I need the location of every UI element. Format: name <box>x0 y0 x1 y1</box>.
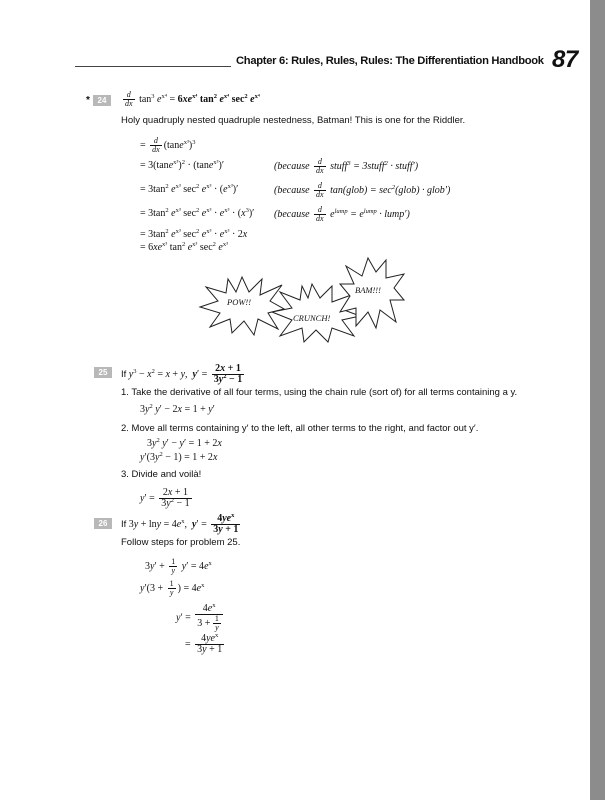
problem-25-step-3: 3. Divide and voilà! <box>121 469 202 480</box>
step-24-1: = $\frac{d}{dx}$ $(\tan e^{x^3})^3$ <box>140 136 196 154</box>
crunch-label: CRUNCH! <box>293 313 331 323</box>
problem-25-math-2a: $3y^2$ y′ − y′ = 1 + 2x <box>147 437 222 449</box>
step-24-2: = $3(\tan e^{x^3})^2 \cdot (\tan e^{x^3})'$ <box>140 159 225 171</box>
step-24-4: = $3\tan^2$ $e^{x^3}$ $\sec^2 e^{x^3} \cdot e^{x^3} \cdot (x^3)'$ <box>140 207 255 219</box>
page-gutter <box>590 0 605 800</box>
page-number: 87 <box>552 46 578 73</box>
because-24-2: (because $\frac{d}{dx}$ stuff$^3$ = 3stuff$^2$ · stuff′) <box>274 157 419 175</box>
problem-26-comment: Follow steps for problem 25. <box>121 537 241 548</box>
step-24-3: = $3\tan^2$ $e^{x^3}$ $\sec^2 e^{x^3} \cdot (e^{x^3})'$ <box>140 183 239 195</box>
problem-25-step-1: 1. Take the derivative of all four terms, using the chain rule (sort of) for all terms containing a y. <box>121 387 518 398</box>
problem-25-math-2b: $y'(3y^2 - 1) = 1 + 2x$ <box>140 451 218 463</box>
because-24-4: (because $\frac{d}{dx}$ $e^{lump} = e^{lump}$ · lump′) <box>274 205 410 223</box>
problem-26-math-1: 3y′ + $\frac{1}{y}$ $y' = 4e^x$ <box>145 557 212 575</box>
problem-26-math-3: y′ = $4e^x$ 3 + $\frac{1}{y}$ <box>176 604 225 632</box>
chapter-title: Chapter 6: Rules, Rules, Rules: The Differentiation Handbook <box>236 55 544 67</box>
d-dx-fraction: $\frac{d}{dx}$ <box>125 90 133 108</box>
problem-24-statement: $\frac{d}{dx}$ $\tan^3 e^{x^4} = 6xe^{x^4}$ $\tan^2 e^{x^4}$ $\sec^2 e^{x^4}$ <box>125 90 260 108</box>
answer-25-fraction: $\frac{2x + 1}{3y^2 - 1}$ <box>213 363 243 385</box>
problem-25-math-3: y′ = $\frac{2x + 1}{3y^2 - 1}$ <box>140 487 190 509</box>
header-rule <box>75 66 231 67</box>
star-marker: * <box>86 95 90 106</box>
problem-25-step-2: 2. Move all terms containing y′ to the left, all other terms to the right, and factor out y′. <box>121 423 479 434</box>
problem-25-badge: 25 <box>94 367 112 378</box>
step-24-5: = $3\tan^2$ $e^{x^3}$ $\sec^2 e^{x^3} \cdot e^{x^3} \cdot 2x$ <box>140 228 248 240</box>
problem-26-statement: If $3y + \ln y = 4e^x$, y′ = $\frac{4ye^x}{3y + 1}$ <box>121 512 239 535</box>
problem-25-statement: If $y^3 - x^2 = x + y$, y′ = $\frac{2x + 1}{3y^2 - 1}$ <box>121 363 243 385</box>
problem-25-math-1: $3y^2$ y′ − 2x = 1 + y′ <box>140 403 215 415</box>
because-24-3: (because $\frac{d}{dx}$ tan(glob) = $\sec^2(glob)$ · glob′) <box>274 181 451 199</box>
answer-26-fraction: $\frac{4ye^x}{3y + 1}$ <box>213 512 239 535</box>
bam-label: BAM!!! <box>355 285 381 295</box>
problem-24-badge: 24 <box>93 95 111 106</box>
pow-label: POW!! <box>227 297 252 307</box>
problem-26-badge: 26 <box>94 518 112 529</box>
step-24-6: = $6xe^{x^3}$ $\tan^2 e^{x^3}$ $\sec^2 e^{x^3}$ <box>140 241 229 253</box>
problem-26-math-2: y′(3 + $\frac{1}{y}$ ) = $4e^x$ <box>140 579 205 597</box>
problem-26-math-4: = $\frac{4ye^x}{3y + 1}$ <box>185 632 223 655</box>
problem-24-comment: Holy quadruply nested quadruple nestedness, Batman! This is one for the Riddler. <box>121 115 466 126</box>
